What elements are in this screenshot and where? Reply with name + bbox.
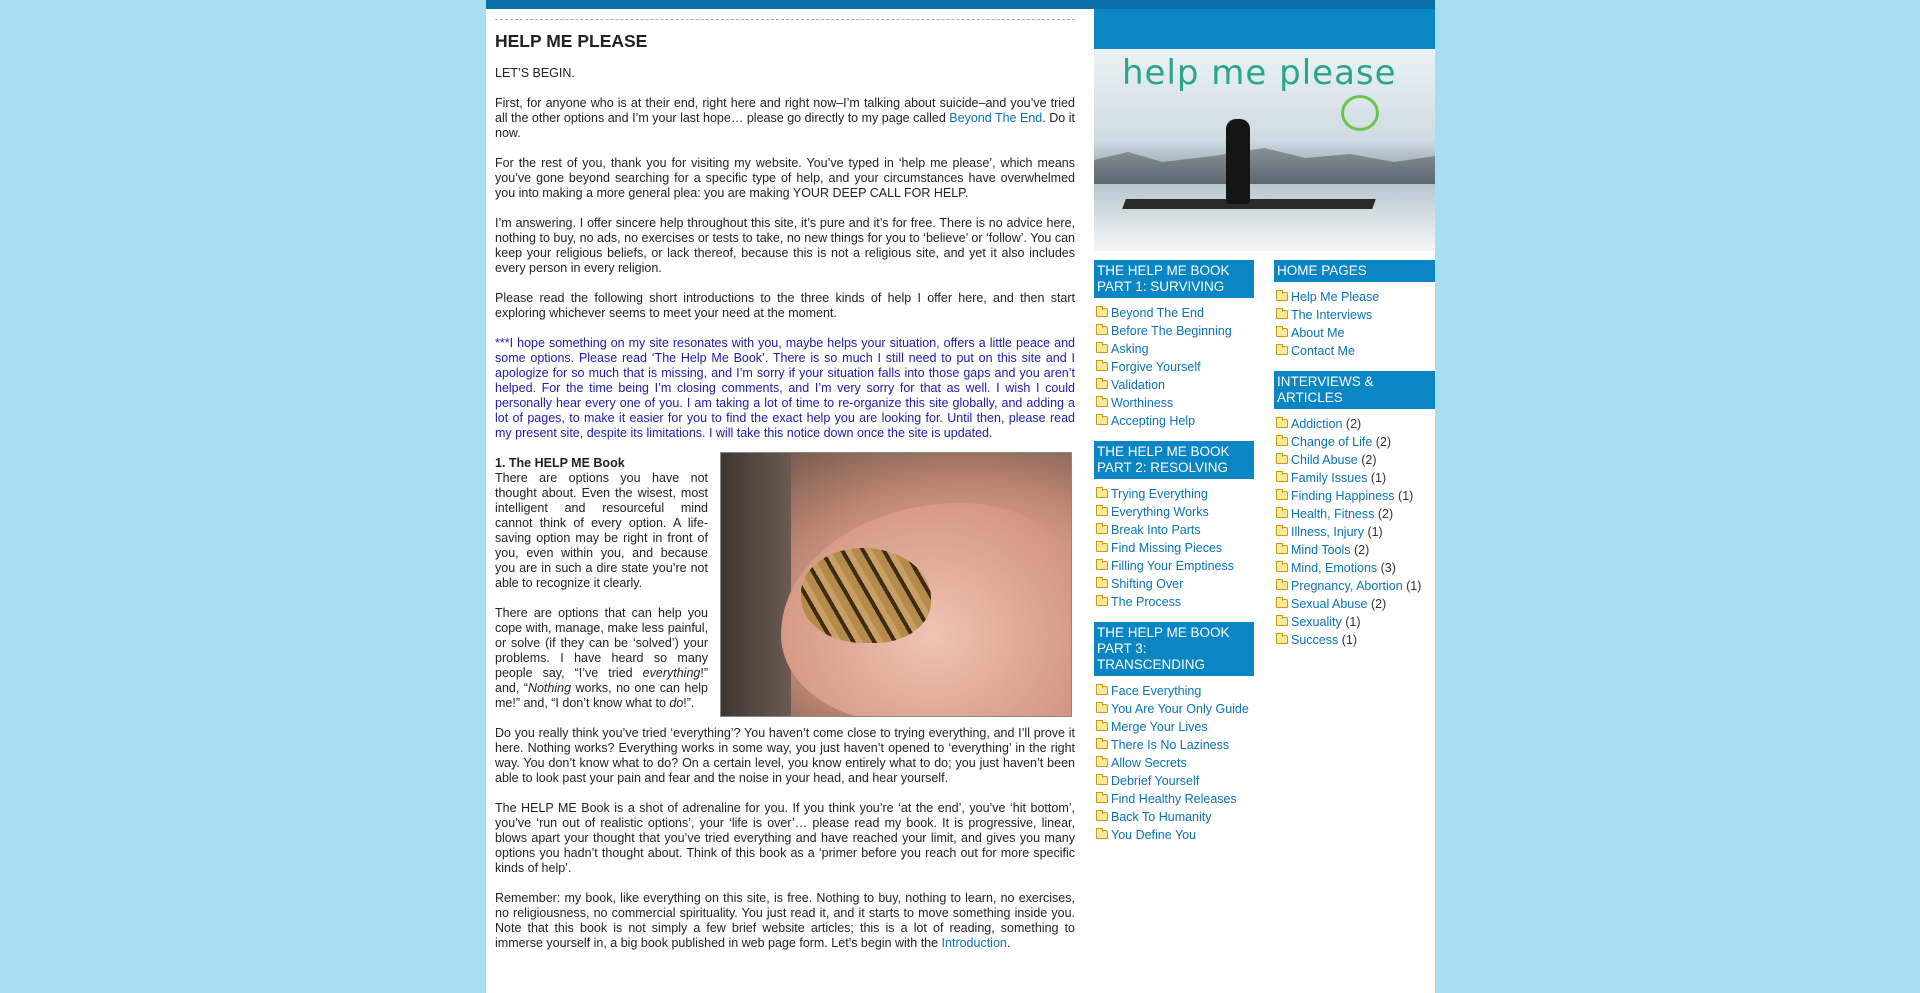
section-1-paragraph-5: Remember: my book, like everything on this site, is free. Nothing to buy, nothing to learn, no exercises, no religiousness, no commercial spirituality. You just read it, and it starts to move something inside you. Note that this book is not simply a few brief website articles; this is a lot of reading, something to immerse yourself in, a big book published in web page form. Let’s begin with the Introduction. [495, 891, 1075, 950]
interviews-list [1274, 417, 1435, 648]
page-title: HELP ME PLEASE [495, 31, 648, 51]
sidebar-item-success [1274, 633, 1435, 648]
sidebar-item-change-of-life [1274, 435, 1435, 450]
sidebar-link-the-process[interactable]: The Process [1111, 595, 1182, 609]
sidebar-left [1094, 260, 1254, 855]
sidebar-link-validation[interactable]: Validation [1111, 378, 1165, 392]
item-count: (1) [1345, 615, 1361, 629]
folder-icon [1096, 308, 1108, 317]
notice-text: ***I hope something on my site resonates with you, maybe helps your situation, offers a little peace and some options. Please read ‘The Help Me Book’. There is so much I still need to put on this site and I apologize for so much that is missing, and I’m sorry if your situation falls into those gaps and you aren’t helped. For the time being I’m closing comments, and I’m very sorry for that as well. I wish I could personally hear every one of you. I am taking a lot of time to re-organize this site globally, and adding a lot of pages, to make it easier for you to find the exact help you are looking for. Until then, please read my present site, despite its limitations. I will take this notice down once the site is updated. [495, 336, 1075, 440]
folder-icon [1276, 491, 1288, 500]
chick-in-hand-photo [720, 452, 1072, 717]
intro-text: LET’S BEGIN. [495, 66, 575, 80]
folder-icon [1096, 740, 1108, 749]
section-1-paragraph-3: Do you really think you’ve tried ‘everything’? You haven’t come close to trying everything, and I’ll prove it here. Nothing works? Everything works in some way, you just haven’t opened to ‘everything’ in the right way. You don’t know what to do? On a certain level, you know entirely what to do; you just haven’t been able to look past your pain and fear and the noise in your head, and hear yourself. [495, 726, 1075, 785]
folder-icon [1096, 326, 1108, 335]
book-part-2-section [1094, 441, 1254, 610]
sidebar-item-break-into-parts [1094, 523, 1254, 538]
item-count: (3) [1380, 561, 1396, 575]
paragraph-4: Please read the following short introductions to the three kinds of help I offer here, and then start exploring whichever seems to meet your need at the moment. [495, 291, 1075, 320]
item-count: (1) [1367, 525, 1383, 539]
sidebar-item-health-fitness [1274, 507, 1435, 522]
sidebar-link-child-abuse[interactable]: Child Abuse [1291, 453, 1358, 467]
sidebar-item-accepting-help [1094, 414, 1254, 429]
folder-icon [1096, 830, 1108, 839]
sidebar-item-allow-secrets [1094, 756, 1254, 771]
folder-icon [1276, 617, 1288, 626]
sidebar-item-merge-your-lives [1094, 720, 1254, 735]
sidebar-link-break-into-parts[interactable]: Break Into Parts [1111, 523, 1201, 537]
sidebar-item-beyond-the-end [1094, 306, 1254, 321]
sidebar-link-addiction[interactable]: Addiction [1291, 417, 1343, 431]
item-count: (2) [1377, 507, 1394, 521]
home-pages-section [1274, 260, 1435, 359]
sidebar-item-back-to-humanity [1094, 810, 1254, 825]
sidebar-link-finding-happiness[interactable]: Finding Happiness [1291, 489, 1395, 503]
sidebar-link-everything-works[interactable]: Everything Works [1111, 505, 1209, 519]
sidebar-link-filling-your-emptiness[interactable]: Filling Your Emptiness [1111, 559, 1234, 573]
sidebar-item-asking [1094, 342, 1254, 357]
header-band [1094, 9, 1435, 49]
section-1-heading: 1. The HELP ME Book [495, 456, 625, 470]
site-title: help me please [1122, 53, 1397, 93]
item-count: (2) [1354, 543, 1370, 557]
folder-icon [1276, 581, 1288, 590]
folder-icon [1096, 722, 1108, 731]
folder-icon [1276, 328, 1288, 337]
introduction-link[interactable]: Introduction [941, 936, 1007, 950]
sidebar-item-debrief-yourself [1094, 774, 1254, 789]
item-count: (1) [1406, 579, 1422, 593]
folder-icon [1096, 416, 1108, 425]
sidebar-item-there-is-no-laziness [1094, 738, 1254, 753]
folder-icon [1276, 455, 1288, 464]
dashed-divider [495, 19, 1075, 20]
section-1 [495, 456, 1075, 591]
sidebar-link-shifting-over[interactable]: Shifting Over [1111, 577, 1184, 591]
sidebar-item-filling-your-emptiness [1094, 559, 1254, 574]
item-count: (1) [1370, 471, 1387, 485]
interviews-heading: INTERVIEWS & ARTICLES [1274, 371, 1435, 409]
sidebar-link-family-issues[interactable]: Family Issues [1291, 471, 1368, 485]
sidebar-link-accepting-help[interactable]: Accepting Help [1111, 414, 1196, 428]
folder-icon [1096, 362, 1108, 371]
sidebar-item-finding-happiness [1274, 489, 1435, 504]
circle-logo-icon [1341, 95, 1379, 131]
sidebar-link-before-the-beginning[interactable]: Before The Beginning [1111, 324, 1232, 338]
item-count: (1) [1341, 633, 1358, 647]
paragraph-1-text: First, for anyone who is at their end, right here and right now–I’m talking about suicide–and you’ve tried all the other options and I’m your last hope… please go directly to my page called [495, 96, 1075, 125]
sidebar-link-trying-everything[interactable]: Trying Everything [1111, 487, 1208, 501]
sidebar-link-there-is-no-laziness[interactable]: There Is No Laziness [1111, 738, 1230, 752]
book-part-1-heading: THE HELP ME BOOK PART 1: SURVIVING [1094, 260, 1254, 298]
sidebar-link-debrief-yourself[interactable]: Debrief Yourself [1111, 774, 1200, 788]
book-part-3-section [1094, 622, 1254, 843]
folder-icon [1276, 292, 1288, 301]
folder-icon [1096, 758, 1108, 767]
folder-icon [1276, 599, 1288, 608]
sidebar-link-find-missing-pieces[interactable]: Find Missing Pieces [1111, 541, 1223, 555]
sidebar-link-asking[interactable]: Asking [1111, 342, 1149, 356]
sidebar-link-back-to-humanity[interactable]: Back To Humanity [1111, 810, 1212, 824]
sidebar-link-worthiness[interactable]: Worthiness [1111, 396, 1174, 410]
sidebar-link-beyond-the-end[interactable]: Beyond The End [1111, 306, 1204, 320]
sidebar-link-success[interactable]: Success [1291, 633, 1339, 647]
section-1-paragraph-1: There are options you have not thought about. Even the wisest, most intelligent and resourceful mind cannot think of every option. A life-saving option may be right in front of you, even within you, and because you are in such a dire state you’re not able to recognize it clearly. [495, 471, 708, 590]
page [486, 0, 1435, 993]
sidebar-link-mind-emotions[interactable]: Mind, Emotions [1291, 561, 1378, 575]
item-count: (2) [1370, 597, 1387, 611]
sidebar-link-allow-secrets[interactable]: Allow Secrets [1111, 756, 1187, 770]
sidebar-link-health-fitness[interactable]: Health, Fitness [1291, 507, 1375, 521]
sidebar-item-help-me-please [1274, 290, 1435, 305]
sidebar-item-mind-emotions [1274, 561, 1435, 576]
sidebar-item-face-everything [1094, 684, 1254, 699]
folder-icon [1096, 794, 1108, 803]
main-content [495, 9, 1075, 951]
sidebar-item-child-abuse [1274, 453, 1435, 468]
paragraph-1 [495, 96, 1075, 141]
item-count: (1) [1398, 489, 1414, 503]
sidebar-link-contact-me[interactable]: Contact Me [1291, 344, 1355, 358]
folder-icon [1096, 579, 1108, 588]
folder-icon [1096, 597, 1108, 606]
folder-icon [1096, 812, 1108, 821]
folder-icon [1096, 704, 1108, 713]
item-count: (2) [1375, 435, 1392, 449]
sidebar-link-find-healthy-releases[interactable]: Find Healthy Releases [1111, 792, 1237, 806]
book-part-3-heading: THE HELP ME BOOK PART 3: TRANSCENDING [1094, 622, 1254, 676]
sidebar-right [1274, 260, 1435, 660]
folder-icon [1276, 635, 1288, 644]
folder-icon [1096, 561, 1108, 570]
sidebar-item-about-me [1274, 326, 1435, 341]
folder-icon [1276, 545, 1288, 554]
sidebar-link-sexual-abuse[interactable]: Sexual Abuse [1291, 597, 1368, 611]
sidebar-item-contact-me [1274, 344, 1435, 359]
section-1-paragraph-2: There are options that can help you cope with, manage, make less painful, or solve (if they can be ‘solved’) your problems. I have heard so many people say, “I’ve tried everything!” and, “Nothing works, no one can help me!” and, “I don’t know what to do!”. [495, 606, 708, 710]
book-part-1-list [1094, 306, 1254, 429]
top-bar [486, 0, 1435, 9]
sidebar-item-forgive-yourself [1094, 360, 1254, 375]
sidebar-item-worthiness [1094, 396, 1254, 411]
folder-icon [1096, 543, 1108, 552]
sidebar-item-sexuality [1274, 615, 1435, 630]
folder-icon [1096, 398, 1108, 407]
sidebar-link-you-define-you[interactable]: You Define You [1111, 828, 1197, 842]
book-part-2-heading: THE HELP ME BOOK PART 2: RESOLVING [1094, 441, 1254, 479]
item-count: (2) [1345, 417, 1362, 431]
sidebar-item-before-the-beginning [1094, 324, 1254, 339]
sidebar-link-forgive-yourself[interactable]: Forgive Yourself [1111, 360, 1201, 374]
folder-icon [1096, 344, 1108, 353]
sidebar-item-everything-works [1094, 505, 1254, 520]
sidebar-link-about-me[interactable]: About Me [1291, 326, 1345, 340]
sidebar-link-face-everything[interactable]: Face Everything [1111, 684, 1202, 698]
folder-icon [1276, 310, 1288, 319]
sidebar-item-trying-everything [1094, 487, 1254, 502]
folder-icon [1096, 686, 1108, 695]
paragraph-2: For the rest of you, thank you for visiting my website. You’ve typed in ‘help me please’, which means you’ve gone beyond searching for a specific type of help, and your circumstances have overwhelmed you into making a more general plea: you are making YOUR DEEP CALL FOR HELP. [495, 156, 1075, 200]
sidebar-link-pregnancy-abortion[interactable]: Pregnancy, Abortion [1291, 579, 1403, 593]
sidebar-link-mind-tools[interactable]: Mind Tools [1291, 543, 1351, 557]
sidebar-link-illness-injury[interactable]: Illness, Injury [1291, 525, 1364, 539]
sidebar-item-you-define-you [1094, 828, 1254, 843]
folder-icon [1096, 776, 1108, 785]
header-image [1094, 49, 1435, 251]
sidebar-item-addiction [1274, 417, 1435, 432]
folder-icon [1276, 419, 1288, 428]
sidebar-item-validation [1094, 378, 1254, 393]
folder-icon [1096, 507, 1108, 516]
sidebar-link-the-interviews[interactable]: The Interviews [1291, 308, 1373, 322]
sidebar-item-you-are-your-only-guide [1094, 702, 1254, 717]
book-part-3-list [1094, 684, 1254, 843]
sidebar-item-illness-injury [1274, 525, 1435, 540]
sidebar-item-the-process [1094, 595, 1254, 610]
home-pages-list [1274, 290, 1435, 359]
sidebar-item-sexual-abuse [1274, 597, 1435, 612]
sidebar-item-shifting-over [1094, 577, 1254, 592]
folder-icon [1096, 380, 1108, 389]
folder-icon [1096, 525, 1108, 534]
folder-icon [1096, 489, 1108, 498]
paragraph-3: I’m answering. I offer sincere help throughout this site, it’s pure and it’s for free. There is no advice here, nothing to buy, no ads, no exercises or tests to take, no new things for you to ‘believe’ or ‘follow’. You can keep your religious beliefs, or lack thereof, because this is not a religious site, and yet it also includes every person in every religion. [495, 216, 1075, 275]
sidebar-item-family-issues [1274, 471, 1435, 486]
paragraph-1-tail: . Do it now. [495, 111, 1075, 140]
sidebar-item-pregnancy-abortion [1274, 579, 1435, 594]
sidebar-link-sexuality[interactable]: Sexuality [1291, 615, 1342, 629]
sidebar-item-find-healthy-releases [1094, 792, 1254, 807]
section-1-paragraph-4: The HELP ME Book is a shot of adrenaline for you. If you think you’re ‘at the end’, you’ve ‘hit bottom’, you’ve ‘run out of realistic options’, your ‘life is over’… please read my book. It is progressive, linear, blows apart your thought that you’ve tried everything and have reached your limit, and gives you many options you hadn’t thought about. Think of this book as a ‘primer before you reach out for more specific kinds of help’. [495, 801, 1075, 875]
folder-icon [1276, 437, 1288, 446]
sidebar-link-merge-your-lives[interactable]: Merge Your Lives [1111, 720, 1208, 734]
book-part-1-section [1094, 260, 1254, 429]
sidebar-item-the-interviews [1274, 308, 1435, 323]
folder-icon [1276, 509, 1288, 518]
interviews-section [1274, 371, 1435, 648]
sidebar-link-change-of-life[interactable]: Change of Life [1291, 435, 1373, 449]
folder-icon [1276, 563, 1288, 572]
sidebar-item-find-missing-pieces [1094, 541, 1254, 556]
item-count: (2) [1361, 453, 1377, 467]
folder-icon [1276, 346, 1288, 355]
sidebar-link-you-are-your-only-guide[interactable]: You Are Your Only Guide [1111, 702, 1249, 716]
folder-icon [1276, 527, 1288, 536]
beyond-the-end-link[interactable]: Beyond The End [949, 111, 1043, 125]
sidebar-link-help-me-please[interactable]: Help Me Please [1291, 290, 1380, 304]
home-pages-heading: HOME PAGES [1274, 260, 1435, 282]
folder-icon [1276, 473, 1288, 482]
sidebar-item-mind-tools [1274, 543, 1435, 558]
book-part-2-list [1094, 487, 1254, 610]
